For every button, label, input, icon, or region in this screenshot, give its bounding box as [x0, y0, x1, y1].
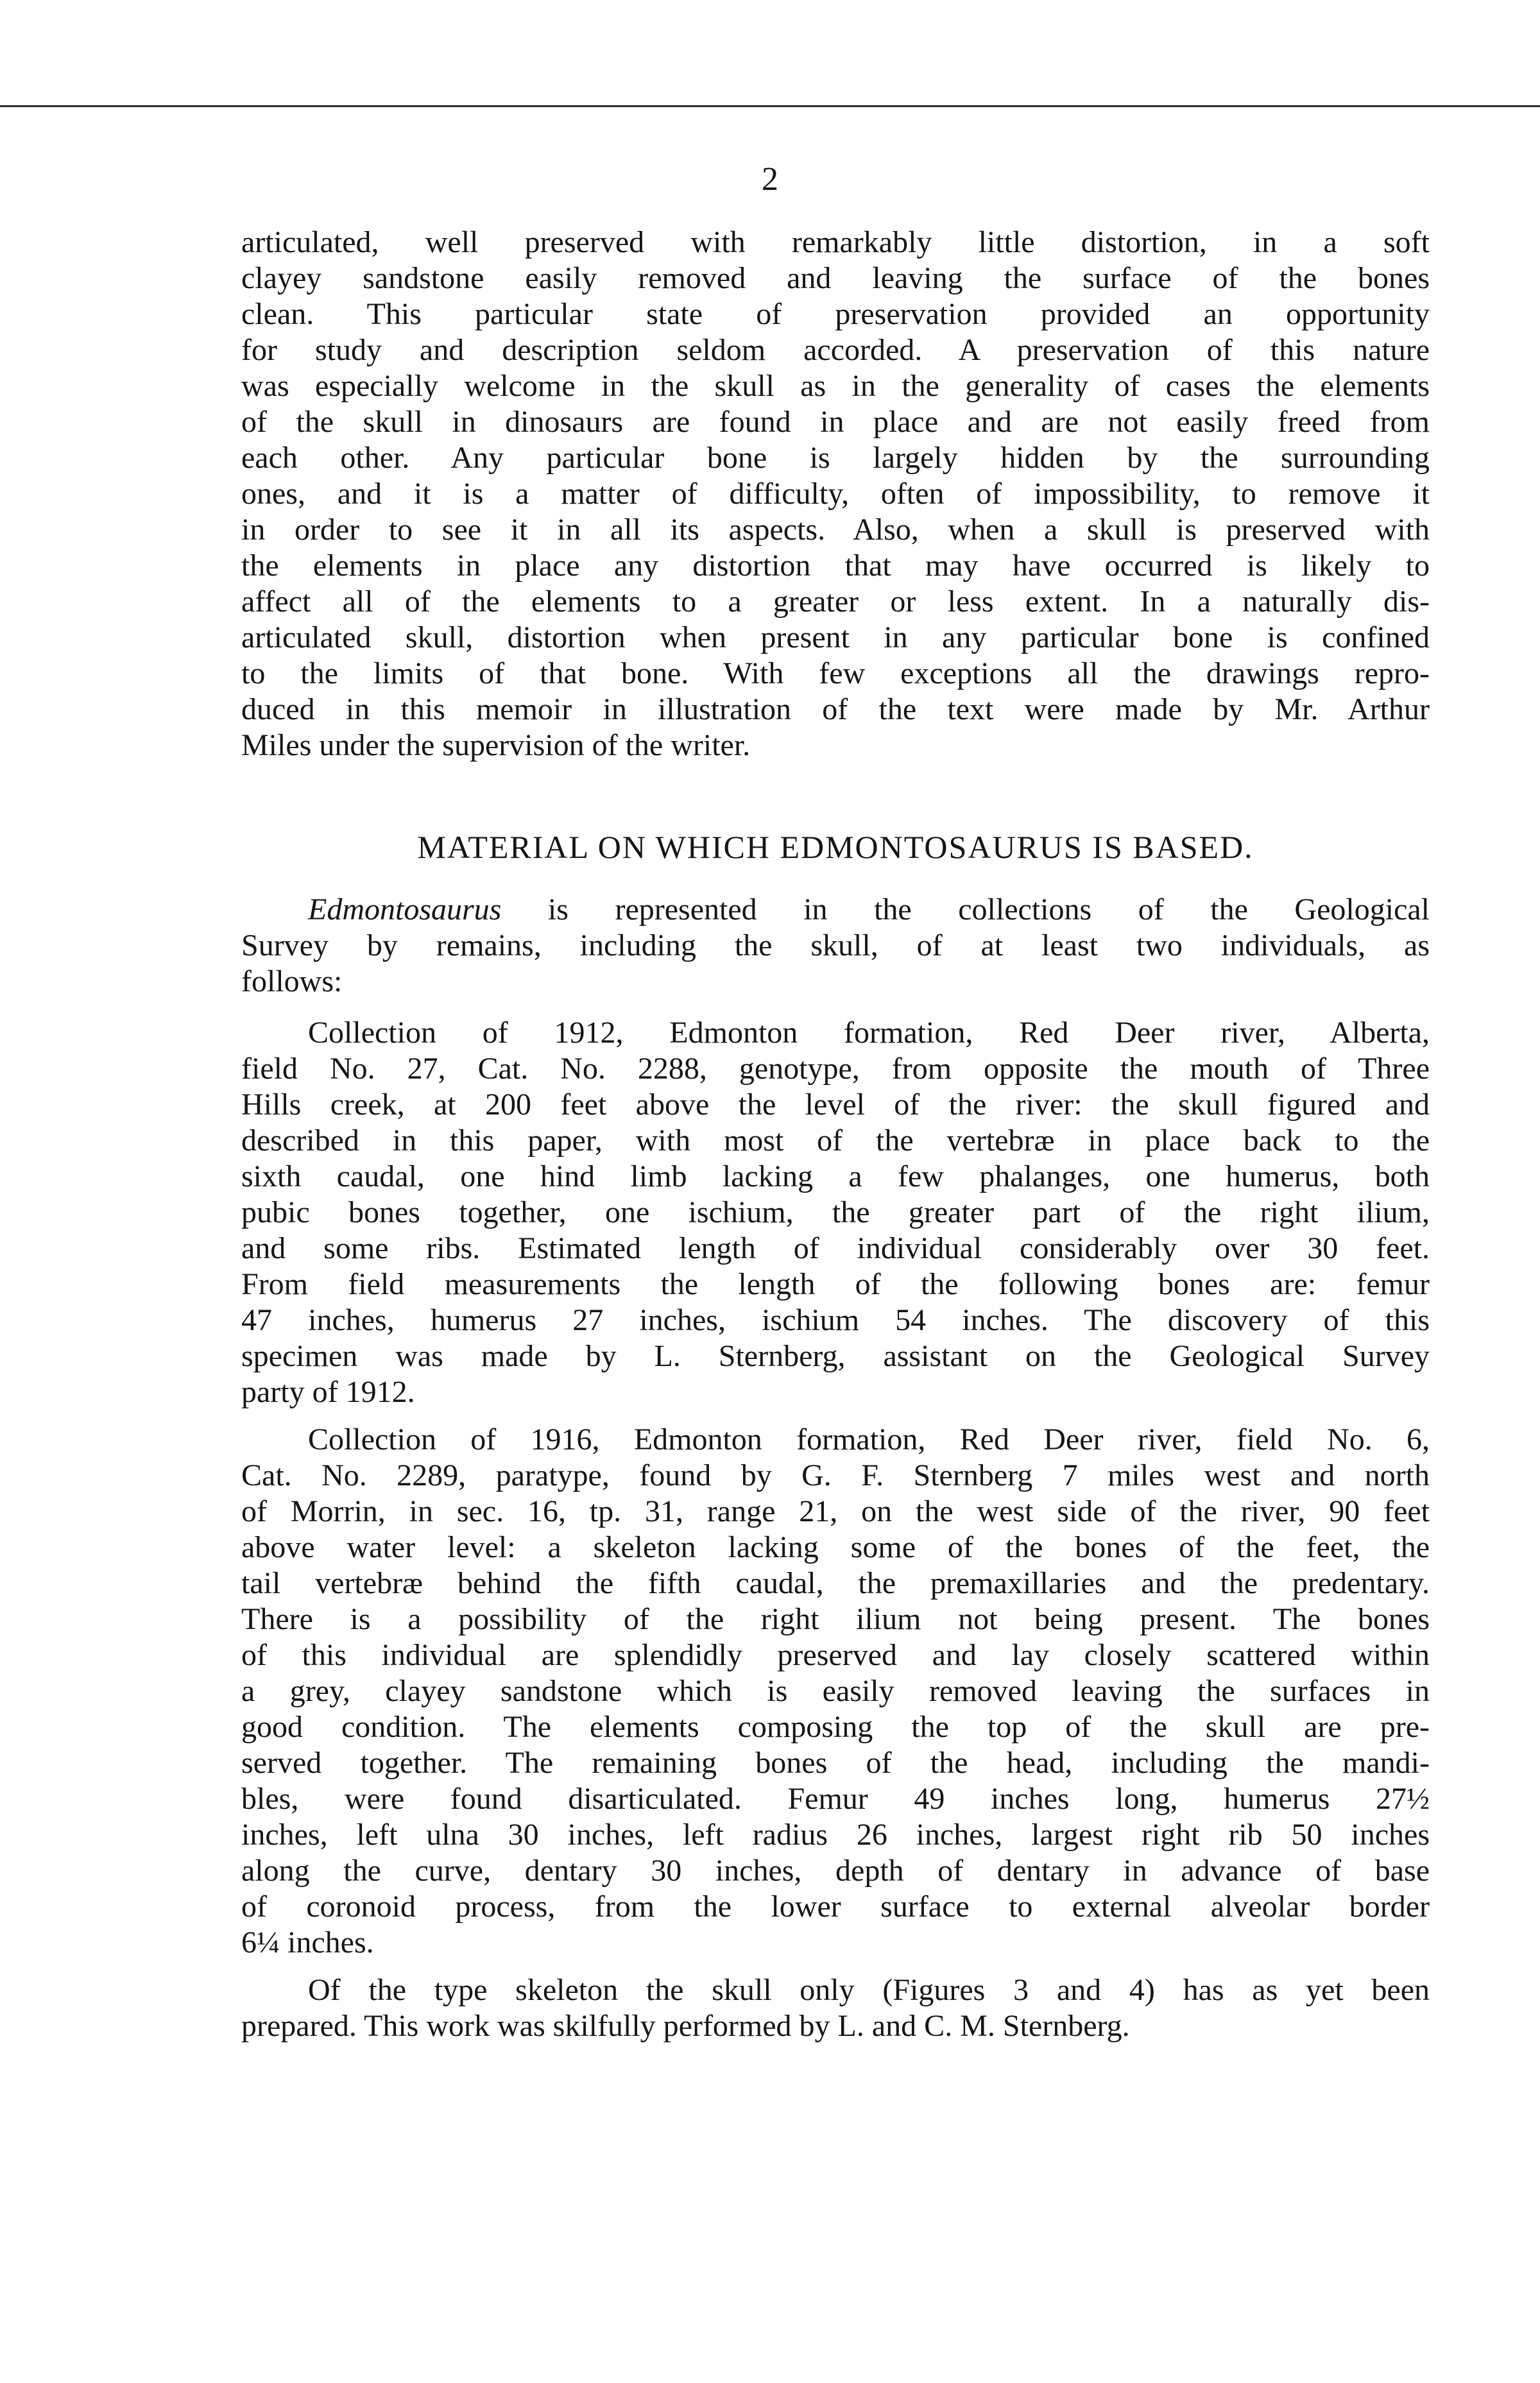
text-line: specimen was made by L. Sternberg, assistant on the Geological Survey	[241, 1339, 1430, 1373]
text-line: to the limits of that bone. With few exceptions all the drawings repro-	[241, 656, 1430, 690]
text-line: of this individual are splendidly preserved and lay closely scattered within	[241, 1638, 1430, 1672]
text-line: From field measurements the length of the following bones are: femur	[241, 1267, 1430, 1301]
text-line: Miles under the supervision of the writer.	[241, 728, 751, 762]
text-line: pubic bones together, one ischium, the greater part of the right ilium,	[241, 1195, 1430, 1229]
text-line: Collection of 1916, Edmonton formation, Red Deer river, field No. 6,	[308, 1422, 1430, 1456]
text-line: in order to see it in all its aspects. Also, when a skull is preserved with	[241, 513, 1430, 547]
material-intro-paragraph	[241, 892, 1430, 1000]
text-line: prepared. This work was skilfully performed by L. and C. M. Sternberg.	[241, 2009, 1130, 2043]
page-body	[241, 225, 1430, 2044]
text-line: good condition. The elements composing the top of the skull are pre-	[241, 1710, 1430, 1744]
text-line: ones, and it is a matter of difficulty, often of impossibility, to remove it	[241, 477, 1430, 511]
text-line: sixth caudal, one hind limb lacking a few phalanges, one humerus, both	[241, 1159, 1430, 1193]
text-line: a grey, clayey sandstone which is easily removed leaving the surfaces in	[241, 1674, 1430, 1708]
type-skeleton-paragraph	[241, 1972, 1430, 2044]
top-rule	[0, 105, 1540, 107]
text-line: follows:	[241, 964, 343, 998]
text-line: affect all of the elements to a greater or less extent. In a naturally dis-	[241, 585, 1430, 619]
text-line	[241, 892, 1430, 928]
text-line: party of 1912.	[241, 1375, 415, 1409]
text-line: clean. This particular state of preservation provided an opportunity	[241, 297, 1430, 331]
text-line: of coronoid process, from the lower surface to external alveolar border	[241, 1890, 1430, 1924]
text-line: bles, were found disarticulated. Femur 49 inches long, humerus 27½	[241, 1782, 1430, 1816]
text-line: along the curve, dentary 30 inches, depth of dentary in advance of base	[241, 1854, 1430, 1888]
text-line: 6¼ inches.	[241, 1926, 374, 1960]
text-line: Survey by remains, including the skull, of at least two individuals, as	[241, 928, 1430, 962]
text-line: articulated skull, distortion when present in any particular bone is confined	[241, 620, 1430, 654]
text-line: was especially welcome in the skull as in the generality of cases the elements	[241, 369, 1430, 403]
text-line: each other. Any particular bone is largely hidden by the surrounding	[241, 441, 1430, 475]
collection-1916-paragraph	[241, 1422, 1430, 1961]
text-line: clayey sandstone easily removed and leaving the surface of the bones	[241, 261, 1430, 295]
text-line: There is a possibility of the right ilium not being present. The bones	[241, 1602, 1430, 1636]
text-line: described in this paper, with most of the vertebræ in place back to the	[241, 1123, 1430, 1157]
text-line: field No. 27, Cat. No. 2288, genotype, from opposite the mouth of Three	[241, 1052, 1430, 1086]
text-line: for study and description seldom accorded. A preservation of this nature	[241, 333, 1430, 367]
page-number: 2	[762, 161, 778, 198]
text-line: above water level: a skeleton lacking some of the bones of the feet, the	[241, 1530, 1430, 1564]
text-line: of the skull in dinosaurs are found in place and are not easily freed from	[241, 405, 1430, 439]
text-line: Of the type skeleton the skull only (Figures 3 and 4) has as yet been	[308, 1973, 1430, 2007]
text-line: Collection of 1912, Edmonton formation, Red Deer river, Alberta,	[308, 1016, 1430, 1050]
text-line: tail vertebræ behind the fifth caudal, the premaxillaries and the predentary.	[241, 1566, 1430, 1600]
text-line: and some ribs. Estimated length of individual considerably over 30 feet.	[241, 1231, 1430, 1265]
text-line: of Morrin, in sec. 16, tp. 31, range 21, on the west side of the river, 90 feet	[241, 1494, 1430, 1528]
text-line: duced in this memoir in illustration of the text were made by Mr. Arthur	[241, 692, 1430, 726]
text-line: inches, left ulna 30 inches, left radius 26 inches, largest right rib 50 inches	[241, 1818, 1430, 1852]
text-line: Hills creek, at 200 feet above the level of the river: the skull figured and	[241, 1088, 1430, 1122]
text-run: is represented in the collections of the Geological	[547, 893, 1430, 927]
collection-1912-paragraph	[241, 1015, 1430, 1410]
genus-name: Edmontosaurus	[308, 893, 502, 927]
text-line: articulated, well preserved with remarkably little distortion, in a soft	[241, 225, 1430, 259]
text-line: served together. The remaining bones of the head, including the mandi-	[241, 1746, 1430, 1780]
section-heading: MATERIAL ON WHICH EDMONTOSAURUS IS BASED.	[417, 829, 1254, 865]
text-line: 47 inches, humerus 27 inches, ischium 54 inches. The discovery of this	[241, 1303, 1430, 1337]
text-line: the elements in place any distortion that may have occurred is likely to	[241, 549, 1430, 583]
intro-paragraph	[241, 225, 1430, 764]
text-line: Cat. No. 2289, paratype, found by G. F. Sternberg 7 miles west and north	[241, 1458, 1430, 1492]
